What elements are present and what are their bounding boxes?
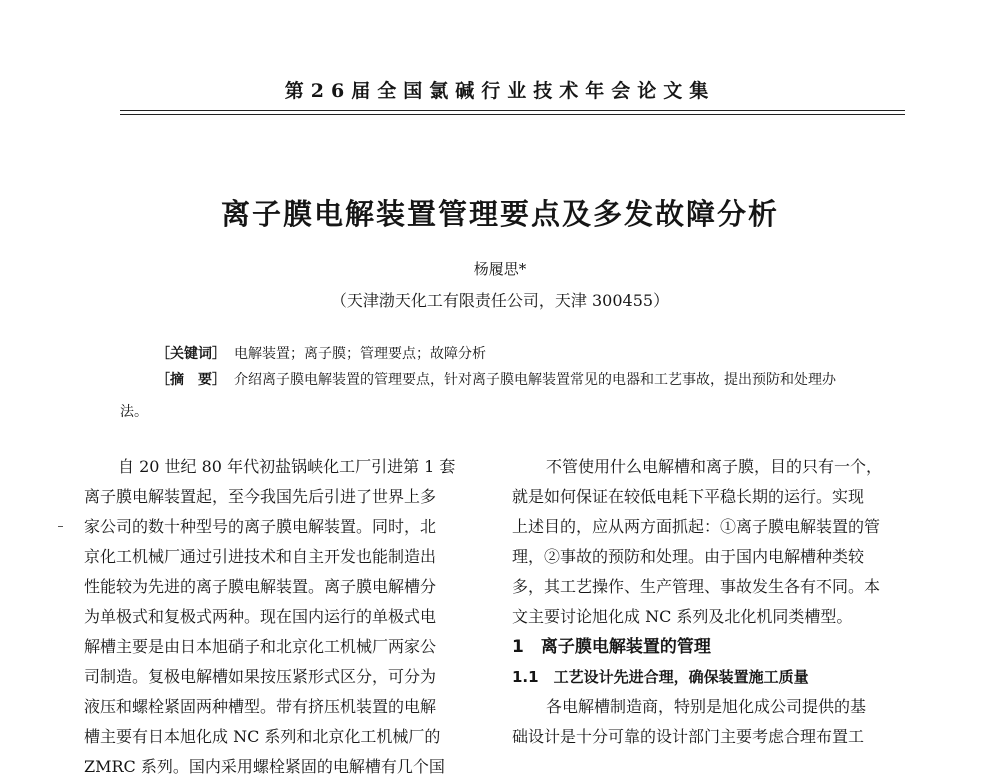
body-line: 家公司的数十种型号的离子膜电解装置。同时，北: [84, 517, 437, 536]
body-line: 不管使用什么电解槽和离子膜，目的只有一个，: [546, 457, 883, 476]
keywords: [156, 343, 486, 363]
section-heading: 1 离子膜电解装置的管理: [512, 637, 711, 657]
body-line: 槽主要有日本旭化成 NC 系列和北京化工机械厂的: [84, 727, 441, 746]
body-line: 就是如何保证在较低电耗下平稳长期的运行。实现: [512, 487, 865, 506]
body-line: 解槽主要是由日本旭硝子和北京化工机械厂两家公: [84, 637, 437, 656]
header-rule-thin: [120, 114, 905, 115]
stray-mark: [58, 526, 63, 527]
body-line: 多，其工艺操作、生产管理、事故发生各有不同。本: [512, 577, 881, 596]
running-header: 第26届全国氯碱行业技术年会论文集: [284, 80, 716, 102]
body-line: 自 20 世纪 80 年代初盐锅峡化工厂引进第 1 套: [118, 457, 456, 476]
keywords-label: ［关键词］: [156, 346, 226, 362]
body-line: 离子膜电解装置起，至今我国先后引进了世界上多: [84, 487, 437, 506]
body-line: 性能较为先进的离子膜电解装置。离子膜电解槽分: [84, 577, 437, 596]
body-line: 文主要讨论旭化成 NC 系列及北化机同类槽型。: [512, 607, 853, 626]
left-column: [84, 452, 484, 782]
body-line: 京化工机械厂通过引进技术和自主开发也能制造出: [84, 547, 437, 566]
body-line: 上述目的，应从两方面抓起：①离子膜电解装置的管: [512, 517, 881, 536]
paper-title: 离子膜电解装置管理要点及多发故障分析: [220, 197, 779, 231]
body-line: 液压和螺栓紧固两种槽型。带有挤压机装置的电解: [84, 697, 437, 716]
author: 杨履思*: [473, 260, 527, 278]
abstract-label: ［摘 要］: [156, 372, 226, 388]
abstract-text: 介绍离子膜电解装置的管理要点，针对离子膜电解装置常见的电器和工艺事故，提出预防和处理办: [234, 372, 836, 388]
body-line: ZMRC 系列。国内采用螺栓紧固的电解槽有几个国: [84, 757, 445, 776]
right-column: [512, 452, 912, 752]
body-line: 各电解槽制造商，特别是旭化成公司提供的基: [546, 697, 867, 716]
keywords-text: 电解装置；离子膜；管理要点；故障分析: [234, 346, 486, 362]
affiliation: （天津渤天化工有限责任公司，天津 300455）: [330, 291, 670, 310]
body-line: 司制造。复极电解槽如果按压紧形式区分，可分为: [84, 667, 437, 686]
abstract: [156, 373, 886, 387]
subsection-heading: 1.1 工艺设计先进合理，确保装置施工质量: [512, 668, 809, 686]
abstract-continuation: 法。: [120, 404, 148, 420]
body-line: 为单极式和复极式两种。现在国内运行的单极式电: [84, 607, 437, 626]
body-line: 理，②事故的预防和处理。由于国内电解槽种类较: [512, 547, 865, 566]
header-rule: [120, 110, 905, 111]
body-line: 础设计是十分可靠的设计部门主要考虑合理布置工: [512, 727, 865, 746]
